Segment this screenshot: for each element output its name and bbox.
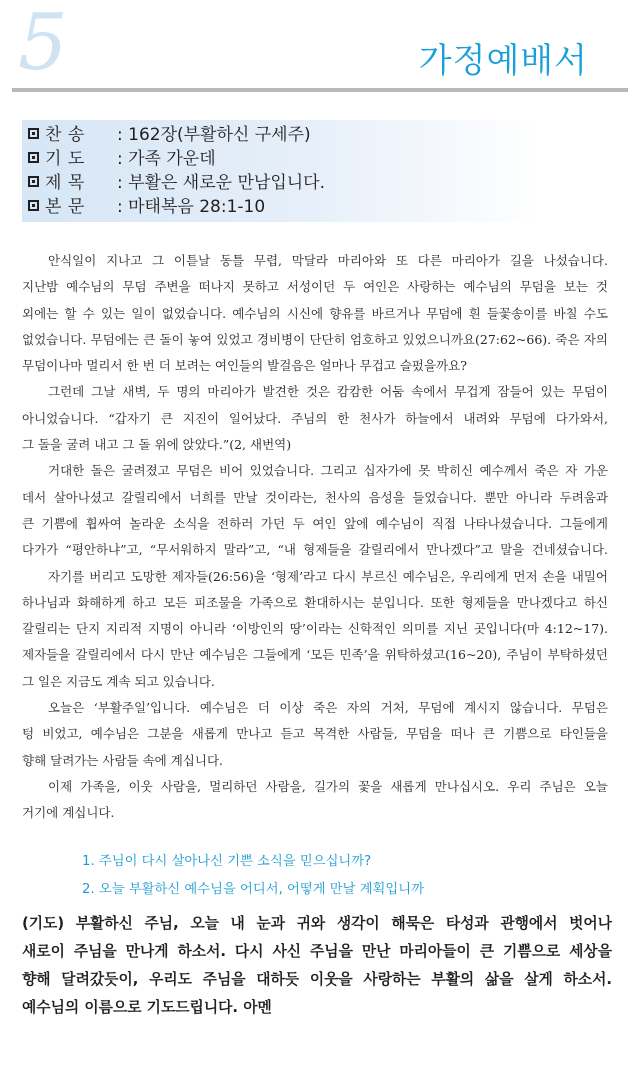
prayer-line: 예수님의 이름으로 기도드립니다. 아멘: [22, 999, 272, 1016]
info-value: : 162장(부활하신 구세주): [117, 125, 311, 145]
prayer-line: 새로이 주님을 만나게 하소서. 다시 사신 주님을 만난 마리아들이 큰 기쁨으로 세상을: [22, 943, 612, 960]
info-label: 제 목: [45, 173, 85, 193]
body-line: 자기를 버리고 도망한 제자들(26:56)을 ‘형제’라고 다시 부르신 예수님은, 우리에게 먼저 손을 내밀어: [48, 568, 608, 584]
info-value: : 가족 가운데: [117, 149, 216, 169]
info-row-subject: [28, 172, 325, 194]
info-value: : 마태복음 28:1-10: [117, 197, 266, 217]
square-bullet-icon: [28, 200, 39, 211]
body-line: 없었습니다. 무덤에는 큰 돌이 놓여 있었고 경비병이 단단히 엄호하고 있었으니까요(27:62~66). 죽은 자의: [22, 331, 608, 347]
body-line: 오늘은 ‘부활주일’입니다. 예수님은 더 이상 죽은 자의 거처, 무덤에 계시지 않습니다. 무덤은: [48, 700, 608, 716]
body-line: 다가가 “평안하냐”고, “무서워하지 말라”고, “내 형제들을 갈릴리에서 만나겠다”고 말을 건네셨습니다.: [22, 542, 608, 558]
body-line: 이제 가족을, 이웃 사람을, 멀리하던 사람을, 길가의 꽃을 새롭게 만나십시오. 우리 주님은 오늘: [48, 778, 608, 794]
body-line: 텅 비었고, 예수님은 그분을 새롭게 만나고 듣고 목격한 사람들, 무덤을 떠나 큰 기쁨으로 타인들을: [22, 726, 608, 742]
info-label: 기 도: [45, 149, 85, 169]
square-bullet-icon: [28, 176, 39, 187]
body-line: 향해 달려가는 사람들 속에 계십니다.: [22, 752, 223, 768]
body-line: 아니었습니다. “갑자기 큰 지진이 일어났다. 주님의 한 천사가 하늘에서 내려와 무덤에 다가와서,: [22, 410, 608, 426]
body-line: 데서 살아나셨고 갈릴리에서 너희를 만날 것이라는, 천사의 음성을 들었습니다. 뿐만 아니라 두려움과: [22, 489, 608, 505]
question-item: 2. 오늘 부활하신 예수님을 어디서, 어떻게 만날 계획입니까: [82, 882, 424, 897]
body-line: 거대한 돌은 굴려졌고 무덤은 비어 있었습니다. 그리고 십자가에 못 박히신 예수께서 죽은 자 가운: [48, 463, 608, 479]
body-line: 무덤이나마 멀리서 한 번 더 보려는 여인들의 발걸음은 얼마나 무겁고 슬펐을까요?: [22, 358, 467, 374]
page-number: 5: [18, 0, 68, 88]
body-line: 그런데 그날 새벽, 두 명의 마리아가 발견한 것은 캄캄한 어둠 속에서 무겁게 잠들어 있는 무덤이: [48, 384, 608, 400]
body-line: 그 일은 지금도 계속 되고 있습니다.: [22, 673, 215, 689]
closing-prayer: [22, 910, 612, 1022]
info-label: 본 문: [45, 197, 85, 217]
title-divider: [12, 88, 628, 92]
info-row-hymn: [28, 124, 311, 146]
info-label: 찬 송: [45, 125, 85, 145]
body-line: 큰 기쁨에 휩싸여 놀라운 소식을 전하러 가던 두 여인 앞에 예수님이 직접 나타나셨습니다. 그들에게: [22, 515, 608, 531]
body-line: 제자들을 갈릴리에서 다시 만난 예수님은 그들에게 ‘모든 민족’을 위탁하셨고(16~20), 주님이 부탁하셨던: [22, 647, 608, 663]
square-bullet-icon: [28, 128, 39, 139]
prayer-line: 향해 달려갔듯이, 우리도 주님을 대하듯 이웃을 사랑하는 부활의 삶을 살게 하소서.: [22, 971, 612, 988]
square-bullet-icon: [28, 152, 39, 163]
body-line: 지난밤 예수님의 무덤 주변을 떠나지 못하고 서성이던 두 여인은 사랑하는 예수님의 무덤을 보는 것: [22, 279, 608, 295]
worship-info-box: [22, 120, 542, 222]
reflection-questions: [82, 848, 424, 904]
body-line: 거기에 계십니다.: [22, 805, 115, 821]
body-line: 갈릴리는 단지 지리적 지명이 아니라 ‘이방인의 땅’이라는 신학적인 의미를 지닌 곳입니다(마 4:12~17).: [22, 621, 608, 637]
body-line: 외에는 할 수 있는 일이 없었습니다. 예수님의 시신에 향유를 바르거나 무덤에 흰 들꽃송이를 바칠 수도: [22, 305, 608, 321]
info-row-scripture: [28, 196, 265, 218]
info-row-prayer: [28, 148, 216, 170]
body-line: 그 돌을 굴려 내고 그 돌 위에 앉았다.”(2, 새번역): [22, 437, 292, 453]
body-line: 하나님과 화해하게 하고 모든 피조물을 가족으로 환대하시는 분입니다. 또한 형제들을 만나겠다고 하신: [22, 594, 608, 610]
info-value: : 부활은 새로운 만남입니다.: [117, 173, 325, 193]
page-title: 가정예배서: [418, 41, 588, 81]
body-line: 안식일이 지나고 그 이튿날 동틀 무렵, 막달라 마리아와 또 다른 마리아가 길을 나섰습니다.: [48, 253, 608, 268]
sermon-body: [22, 248, 608, 827]
prayer-line: (기도) 부활하신 주님, 오늘 내 눈과 귀와 생각이 해묵은 타성과 관행에서 벗어나: [22, 915, 612, 932]
question-item: 1. 주님이 다시 살아나신 기쁜 소식을 믿으십니까?: [82, 854, 372, 869]
